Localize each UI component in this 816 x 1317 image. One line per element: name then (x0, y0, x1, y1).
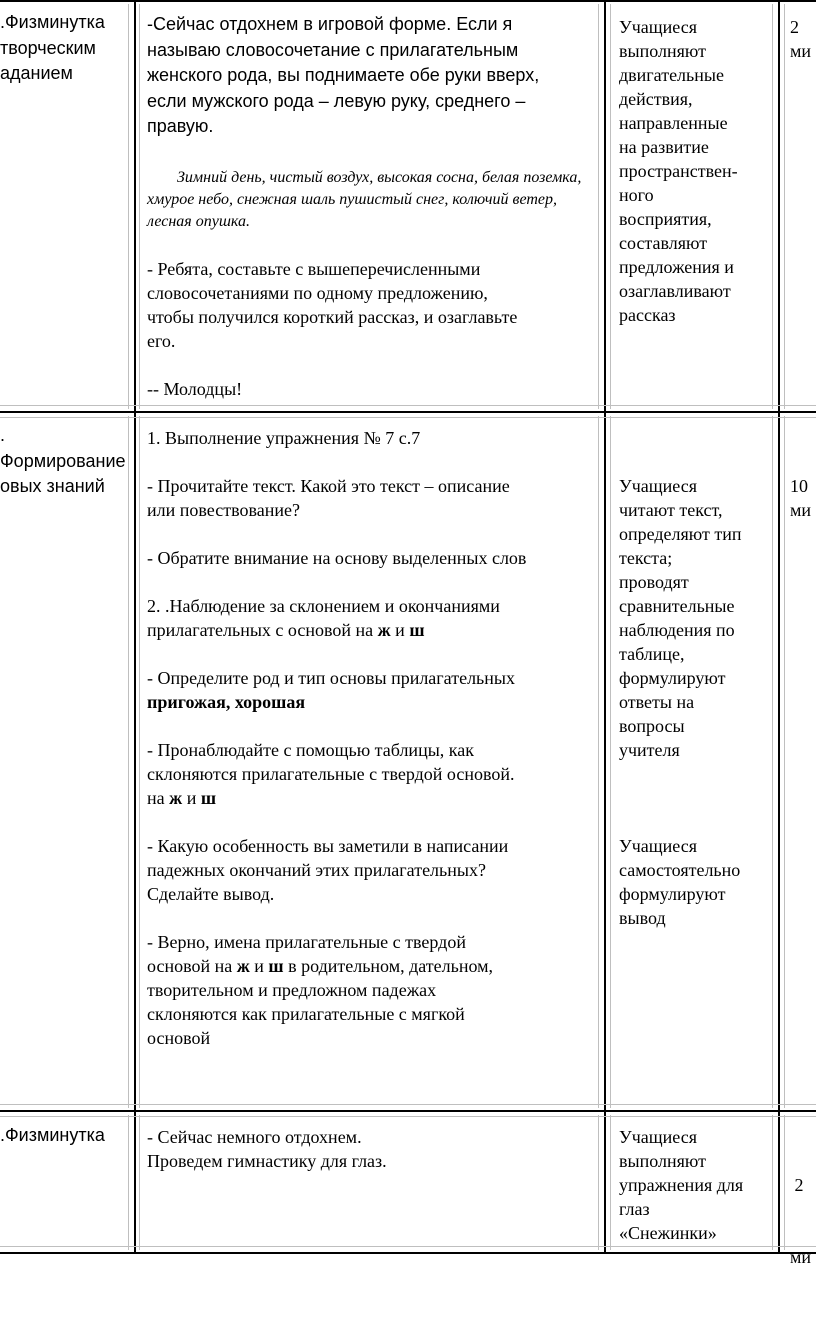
teacher-task-line: чтобы получился короткий рассказ, и озаглавьте (147, 306, 518, 327)
conjunction: и (254, 956, 264, 976)
letter-sh: ш (200, 788, 217, 808)
students-line: вывод (619, 908, 666, 928)
question-line: - Какую особенность вы заметили в написании (147, 836, 509, 856)
students-line: действия, (619, 89, 693, 109)
exercise-item-2-line2 (147, 618, 597, 642)
students-line: самостоятельно (619, 860, 741, 880)
row-divider-2 (0, 1110, 816, 1112)
teacher-line: женского рода, вы поднимаете обе руки вверх, (147, 65, 540, 85)
question-text: на (147, 788, 170, 808)
cell-inner-line (128, 416, 129, 1108)
cell-inner-line (784, 1115, 785, 1250)
conjunction: и (186, 788, 197, 808)
students-line: глаз (619, 1199, 650, 1219)
cell-inner-line (139, 1115, 140, 1250)
letter-sh: ш (268, 956, 284, 976)
row2-teacher-cell (147, 426, 597, 1050)
table-border-bottom (0, 1252, 816, 1254)
students-line: выполняют (619, 1151, 706, 1171)
students-line: озаглавливают (619, 281, 731, 301)
row2-time-cell (790, 474, 816, 522)
students-line: определяют тип (619, 524, 742, 544)
stage-line: творческим (0, 37, 96, 58)
row3-stage-cell (0, 1123, 128, 1149)
teacher-task-line: - Ребята, составьте с вышеперечисленными (147, 258, 481, 279)
students-line: наблюдения по (619, 620, 735, 640)
cell-inner-line (0, 405, 816, 406)
time-value: 10 (790, 476, 808, 496)
students-line: ного (619, 185, 654, 205)
question-line: - Обратите внимание на основу выделенных слов (147, 548, 527, 568)
row1-teacher-cell (147, 12, 597, 401)
cell-inner-line (610, 416, 611, 1108)
students-line: формулируют (619, 668, 726, 688)
students-line: читают текст, (619, 500, 723, 520)
time-value: 2 (790, 17, 799, 37)
stage-line: овых знаний (0, 476, 105, 496)
word-combinations-list: Зимний день, чистый воздух, высокая сосна, белая поземка, хмурое небо, снежная шаль пушистый снег, колючий ветер, лесная опушка. (147, 168, 582, 230)
cell-inner-line (598, 1115, 599, 1250)
letter-zh: ж (236, 956, 250, 976)
time-unit: ми (790, 1247, 812, 1267)
conclusion-text: в родительном, дательном, (283, 956, 494, 976)
row2-stage-cell (0, 423, 128, 500)
students-line: формулируют (619, 884, 726, 904)
item2-text: прилагательных с основой на (147, 620, 378, 640)
teacher-line: если мужского рода – левую руку, среднего – (147, 90, 526, 111)
students-line: таблице, (619, 644, 685, 664)
row-divider-1 (0, 411, 816, 413)
cell-inner-line (610, 4, 611, 409)
stage-line: Формирование (0, 450, 126, 471)
cell-inner-line (128, 4, 129, 409)
column-divider-1 (134, 0, 136, 1254)
students-line: ответы на (619, 692, 695, 712)
students-line: сравнительные (619, 596, 735, 616)
students-line: выполняют (619, 41, 706, 61)
students-line: рассказ (619, 305, 676, 325)
cell-inner-line (784, 416, 785, 1108)
table-border-top (0, 0, 816, 2)
column-divider-2 (604, 0, 606, 1254)
teacher-line: Проведем гимнастику для глаз. (147, 1151, 387, 1171)
conclusion-line: склоняются как прилагательные с мягкой (147, 1004, 465, 1024)
cell-inner-line (0, 417, 816, 418)
students-line: «Снежинки» (619, 1223, 717, 1243)
conclusion-line: - Верно, имена прилагательные с твердой (147, 932, 466, 952)
time-unit: ми (790, 500, 812, 520)
cell-inner-line (0, 1246, 816, 1247)
column-divider-3 (778, 0, 780, 1254)
students-line: текста; (619, 548, 673, 568)
students-line: учителя (619, 740, 680, 760)
students-line: на развитие (619, 137, 709, 157)
question-line: - Определите род и тип основы прилагательных (147, 668, 515, 688)
row2-students-cell (619, 474, 774, 930)
teacher-line: -Сейчас отдохнем в игровой форме. Если я (147, 14, 513, 34)
cell-inner-line (128, 1115, 129, 1250)
row3-students-cell (619, 1125, 774, 1245)
teacher-line: правую. (147, 116, 214, 136)
students-line: предложения и (619, 257, 734, 277)
students-line: направленные (619, 113, 728, 133)
question-line: или повествование? (147, 500, 300, 520)
students-line: Учащиеся (619, 1127, 697, 1147)
students-line: пространствен- (619, 161, 738, 181)
teacher-task-line: словосочетаниями по одному предложению, (147, 282, 488, 303)
students-line: Учащиеся (619, 476, 697, 496)
teacher-line: называю словосочетание с прилагательным (147, 39, 519, 60)
letter-zh: ж (377, 620, 391, 640)
letter-sh: ш (409, 620, 425, 640)
stage-line: .Физминутка (0, 12, 105, 32)
cell-inner-line (0, 1104, 816, 1105)
cell-inner-line (139, 4, 140, 409)
cell-inner-line (610, 1115, 611, 1250)
conclusion-line: основой (147, 1028, 211, 1048)
row1-time-cell (790, 15, 816, 63)
question-line: Сделайте вывод. (147, 884, 275, 904)
question-line: падежных окончаний этих прилагательных? (147, 860, 486, 880)
adjective-examples: пригожая, хорошая (147, 692, 306, 712)
row1-students-cell (619, 15, 774, 327)
letter-zh: ж (169, 788, 183, 808)
row3-time-cell (790, 1125, 816, 1317)
time-unit: ми (790, 41, 812, 61)
time-value: 2 (790, 1175, 804, 1195)
row3-teacher-cell (147, 1125, 597, 1173)
question-line: склоняются прилагательные с твердой основой. (147, 764, 515, 784)
students-line: Учащиеся (619, 836, 697, 856)
stage-line: аданием (0, 63, 73, 83)
question-line: - Пронаблюдайте с помощью таблицы, как (147, 740, 474, 760)
students-line: составляют (619, 233, 708, 253)
conjunction: и (395, 620, 405, 640)
cell-inner-line (784, 4, 785, 409)
row1-stage-cell (0, 10, 128, 87)
cell-inner-line (0, 1116, 816, 1117)
students-line: двигательные (619, 65, 724, 85)
students-line: Учащиеся (619, 17, 697, 37)
exercise-item-2: 2. .Наблюдение за склонением и окончаниями (147, 596, 500, 616)
conclusion-line: творительном и предложном падежах (147, 980, 437, 1000)
students-line: упражнения для (619, 1175, 744, 1195)
students-line: восприятия, (619, 209, 712, 229)
stage-line: . (0, 425, 6, 445)
students-line: вопросы (619, 716, 685, 736)
cell-inner-line (598, 416, 599, 1108)
question-line (147, 786, 597, 810)
question-line: - Прочитайте текст. Какой это текст – описание (147, 476, 510, 496)
teacher-line: - Сейчас немного отдохнем. (147, 1127, 362, 1147)
teacher-task-line: его. (147, 330, 176, 351)
teacher-praise: -- Молодцы! (147, 378, 243, 399)
conclusion-text: основой на (147, 956, 237, 976)
exercise-item-1: 1. Выполнение упражнения № 7 с.7 (147, 428, 421, 448)
stage-line: .Физминутка (0, 1125, 105, 1145)
cell-inner-line (139, 416, 140, 1108)
conclusion-line (147, 954, 597, 978)
students-line: проводят (619, 572, 689, 592)
cell-inner-line (598, 4, 599, 409)
question-bold-words (147, 690, 597, 714)
